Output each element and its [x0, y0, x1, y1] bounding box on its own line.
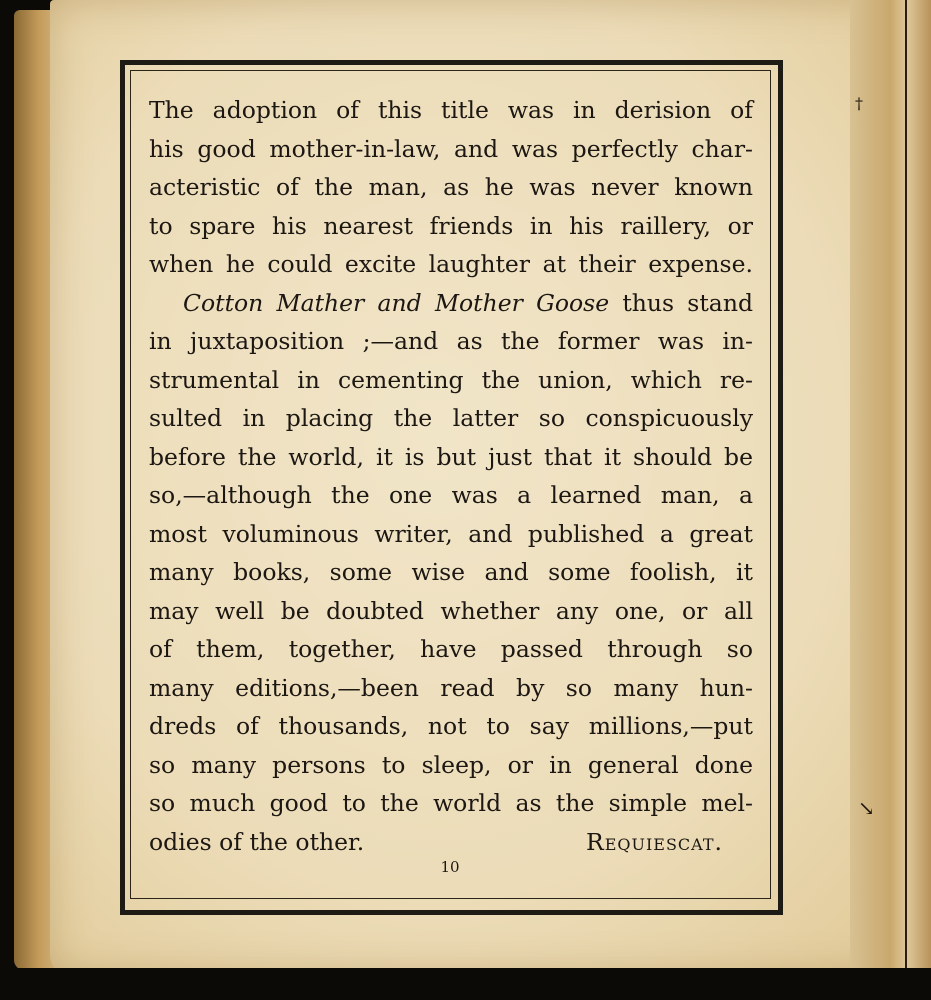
margin-dagger-mark: †: [855, 94, 863, 113]
scan-background: [0, 968, 931, 1000]
closing-line: [149, 823, 753, 862]
page-edge-right: [850, 0, 931, 975]
text-fragment: thus stand: [622, 288, 753, 317]
text-line: so,—although the one was a learned man, a: [149, 481, 753, 509]
text-line: acteristic of the man, as he was never known: [149, 173, 753, 201]
text-line: strumental in cementing the union, which re-: [149, 365, 753, 394]
signature-requiescat: Requiescat.: [586, 827, 723, 856]
text-line: most voluminous writer, and published a great: [149, 519, 753, 548]
body-text: [149, 91, 753, 861]
text-line: in juxtaposition ;—and as the former was in-: [149, 327, 753, 355]
page-number: 10: [440, 858, 460, 876]
text-line: when he could excite laughter at their expense.: [149, 250, 753, 278]
italic-and: and: [377, 288, 422, 317]
text-line: to spare his nearest friends in his raillery, or: [149, 211, 753, 240]
text-line: many books, some wise and some foolish, it: [149, 558, 753, 586]
italic-name-mother-goose: Mother Goose: [434, 288, 610, 317]
text-line: so many persons to sleep, or in general done: [149, 750, 753, 779]
text-line: of them, together, have passed through so: [149, 635, 753, 663]
page-fold-line: [905, 0, 907, 975]
text-line: dreds of thousands, not to say millions,—put: [149, 712, 753, 740]
text-line: many editions,—been read by so many hun-: [149, 673, 753, 702]
margin-ink-mark: ↘: [858, 796, 875, 820]
text-line: The adoption of this title was in derision of: [149, 96, 753, 124]
text-line: before the world, it is but just that it should be: [149, 442, 753, 471]
text-line: so much good to the world as the simple mel-: [149, 789, 753, 817]
closing-text: odies of the other.: [149, 827, 365, 856]
text-line: sulted in placing the latter so conspicuously: [149, 404, 753, 432]
italic-name-cotton-mather: Cotton Mather: [183, 288, 365, 317]
paragraph-2-first-line: [149, 284, 753, 323]
text-line: his good mother-in-law, and was perfectly char-: [149, 134, 753, 163]
text-line: may well be doubted whether any one, or all: [149, 596, 753, 625]
